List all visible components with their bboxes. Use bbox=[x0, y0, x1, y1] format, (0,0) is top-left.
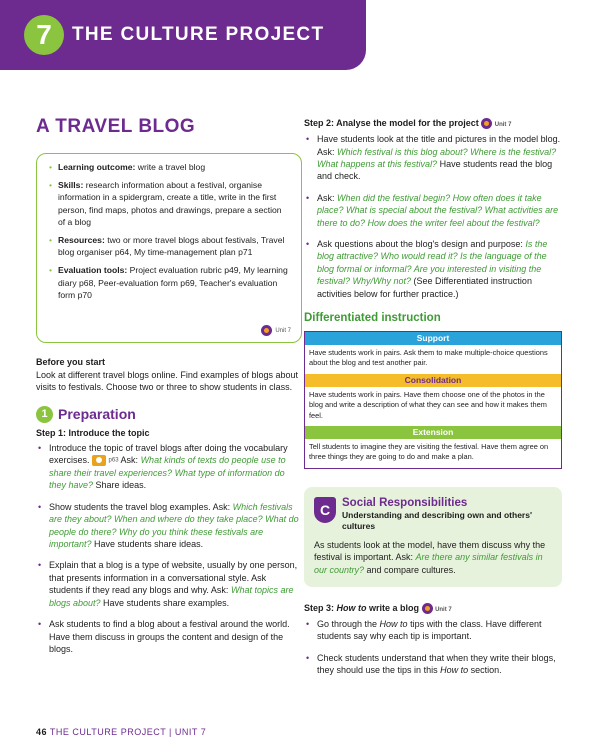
workbook-page-icon bbox=[92, 455, 106, 466]
right-column bbox=[304, 118, 562, 686]
social-title: Social Responsibilities bbox=[342, 496, 468, 509]
unit-badge-label: Unit 7 bbox=[435, 606, 452, 613]
text-segment: How to bbox=[440, 665, 469, 676]
step3-heading bbox=[304, 603, 562, 614]
step2-heading bbox=[304, 118, 562, 129]
question-text: Which festivals are they about? When and where do they take place? What do people do there? Why do you think these festivals are important? bbox=[49, 501, 299, 550]
consolidation-label: Consolidation bbox=[305, 374, 561, 387]
footer-text: THE CULTURE PROJECT | UNIT 7 bbox=[47, 727, 207, 737]
text-segment: Ask: bbox=[317, 192, 338, 203]
page-title: A TRAVEL BLOG bbox=[36, 116, 196, 137]
question-text: Are there any similar festivals in our country? bbox=[314, 552, 543, 575]
social-responsibilities-header bbox=[314, 497, 552, 532]
text-segment: Check students understand that when they write their blogs, they should use the tips in this bbox=[317, 652, 556, 676]
extension-label: Extension bbox=[305, 426, 561, 439]
text-segment: Have students share examples. bbox=[100, 597, 230, 608]
support-text: Have students work in pairs. Ask them to make multiple-choice questions about the blog and test another pair. bbox=[309, 348, 548, 368]
unit-badge-label: Unit 7 bbox=[275, 327, 291, 334]
text-segment: section. bbox=[468, 665, 502, 676]
text-segment: Have students share ideas. bbox=[91, 539, 204, 550]
text-segment: How to bbox=[379, 618, 408, 629]
consolidation-text: Have students work in pairs. Have them choose one of the photos in the blog and write a description of what they can see and how it makes them feel. bbox=[309, 389, 547, 420]
before-you-start-heading: Before you start bbox=[36, 357, 106, 367]
outcome-label: Learning outcome: bbox=[58, 162, 136, 172]
outcome-item bbox=[49, 179, 291, 228]
list-item bbox=[304, 192, 562, 229]
text-segment: How to bbox=[336, 602, 367, 613]
question-text: What topics are blogs about? bbox=[49, 585, 294, 608]
step3-list bbox=[304, 618, 562, 677]
chapter-title: THE CULTURE PROJECT bbox=[72, 24, 325, 45]
differentiated-heading: Differentiated instruction bbox=[304, 312, 441, 324]
step2-list bbox=[304, 133, 562, 300]
step1-heading: Step 1: Introduce the topic bbox=[36, 427, 150, 438]
support-label: Support bbox=[305, 332, 561, 345]
outcome-label: Resources: bbox=[58, 235, 105, 246]
list-item bbox=[304, 238, 562, 300]
list-item bbox=[36, 442, 302, 492]
unit-icon bbox=[481, 118, 492, 129]
list-item bbox=[36, 501, 302, 551]
text-segment: Ask: bbox=[118, 455, 141, 466]
unit-icon bbox=[261, 325, 272, 336]
text-segment: Show students the travel blog examples. Ask: bbox=[49, 501, 233, 512]
question-text: Is the blog attractive? Who would read it? Is the language of the blog formal or informal? Are you interested in visiting the festival? Why/Why not? bbox=[317, 238, 548, 287]
text-segment: Ask questions about the blog's design and purpose: bbox=[317, 238, 526, 249]
step1-list bbox=[36, 442, 302, 656]
question-text: Which festival is this blog about? Where is the festival? What happens at this festival? bbox=[317, 146, 557, 169]
outcome-item bbox=[49, 234, 291, 258]
text-segment: As students look at the model, have them discuss why the festival is important. Ask: bbox=[314, 539, 546, 563]
text-segment: Step 3: bbox=[304, 602, 337, 613]
unit-icon bbox=[422, 603, 433, 614]
text-segment: Go through the bbox=[317, 618, 380, 629]
text-segment: Introduce the topic of travel blogs after doing the vocabulary exercises. bbox=[49, 442, 288, 466]
text-segment: Have students look at the title and pictures in the model blog. Ask: bbox=[317, 134, 561, 157]
page-ref: p63 bbox=[108, 457, 119, 464]
page-number: 46 bbox=[36, 727, 48, 737]
page-footer bbox=[36, 727, 206, 737]
question-text: What kinds of texts do people use to share their travel experiences? What type of information do they have? bbox=[49, 455, 286, 491]
differentiated-table bbox=[304, 331, 562, 469]
step2-heading-text: Step 2: Analyse the model for the project bbox=[304, 118, 479, 128]
question-text: When did the festival begin? How often does it take place? What is special about the festival? What activities are there to do? How does the writer feel about the festival? bbox=[317, 192, 559, 228]
preparation-number: 1 bbox=[36, 406, 53, 423]
preparation-heading bbox=[36, 406, 302, 423]
unit-badge bbox=[261, 325, 291, 336]
social-text bbox=[314, 539, 552, 576]
chapter-number: 7 bbox=[24, 15, 64, 55]
preparation-title: Preparation bbox=[58, 406, 136, 423]
unit-badge-label: Unit 7 bbox=[494, 122, 512, 128]
outcome-text: two or more travel blogs about festivals, Travel blog organiser p64, My time-management plan p71 bbox=[58, 235, 285, 258]
text-segment: tips with the class. Have different students say why each tip is important. bbox=[317, 618, 542, 642]
text-segment: Explain that a blog is a type of website, usually by one person, that presents information in a conversational style. Ask students if they read any blogs and why. Ask: bbox=[49, 560, 298, 596]
list-item bbox=[304, 652, 562, 677]
shield-icon: C bbox=[314, 497, 336, 523]
chapter-banner bbox=[0, 0, 366, 70]
outcome-label: Evaluation tools: bbox=[58, 265, 128, 276]
outcome-item bbox=[49, 161, 291, 173]
text-segment: Have students read the blog and check. bbox=[317, 158, 553, 182]
outcome-item bbox=[49, 264, 291, 301]
text-segment: (See Differentiated instruction activities below for further practice.) bbox=[317, 276, 532, 299]
left-column bbox=[36, 116, 302, 664]
list-item: • Ask students to find a blog about a festival around the world. Have them discuss in groups the content and design of the blogs. bbox=[36, 618, 302, 655]
learning-outcome-box bbox=[36, 153, 302, 343]
social-subtitle: Understanding and describing own and others' cultures bbox=[342, 509, 532, 531]
social-responsibilities-box bbox=[304, 487, 562, 587]
list-item bbox=[304, 133, 562, 183]
list-item bbox=[304, 618, 562, 643]
outcome-label: Skills: bbox=[58, 180, 84, 191]
extension-text: Tell students to imagine they are visiting the festival. Have them agree on three things they are going to do and make a plan. bbox=[309, 442, 549, 462]
outcome-text: research information about a festival, organise information in a spidergram, create a title, write in the first person, find maps, photos and drawings, prepare a section of a blog bbox=[58, 180, 282, 227]
outcome-text: write a travel blog bbox=[135, 162, 206, 172]
text-segment: Share ideas. bbox=[93, 480, 147, 491]
text-segment: write a blog bbox=[366, 602, 420, 613]
list-item bbox=[36, 559, 302, 609]
outcome-text: Project evaluation rubric p49, My learning diary p68, Peer-evaluation form p69, Teacher's evaluation form p70 bbox=[58, 265, 288, 300]
text-segment: and compare cultures. bbox=[364, 564, 456, 575]
before-you-start-text: Look at different travel blogs online. Find examples of blogs about visits to festivals. Choose two or three to show students in class. bbox=[36, 370, 298, 393]
